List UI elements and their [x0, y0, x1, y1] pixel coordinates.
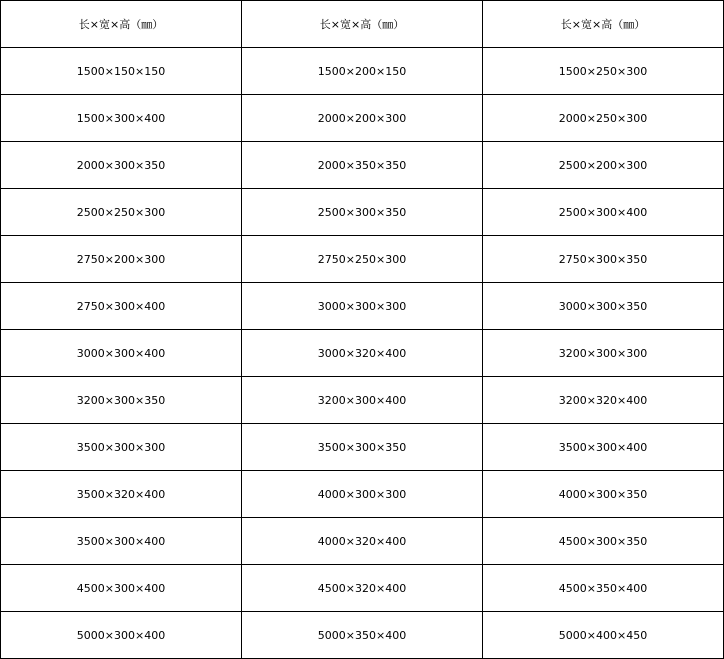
table-cell: 2500×300×350	[242, 189, 483, 236]
table-cell: 1500×300×400	[1, 95, 242, 142]
table-row	[1, 283, 724, 330]
table-row	[1, 95, 724, 142]
table-cell: 4500×300×400	[1, 565, 242, 612]
table-cell: 3200×300×350	[1, 377, 242, 424]
table-cell: 1500×250×300	[483, 48, 724, 95]
table-body	[1, 48, 724, 659]
column-header: 长×宽×高（㎜）	[1, 1, 242, 48]
table-row	[1, 48, 724, 95]
table-row	[1, 236, 724, 283]
table-row	[1, 424, 724, 471]
table-cell: 2750×300×350	[483, 236, 724, 283]
column-header: 长×宽×高（㎜）	[483, 1, 724, 48]
table-cell: 2750×250×300	[242, 236, 483, 283]
table-cell: 2750×200×300	[1, 236, 242, 283]
table-cell: 5000×350×400	[242, 612, 483, 659]
table-cell: 4500×320×400	[242, 565, 483, 612]
table-cell: 3000×320×400	[242, 330, 483, 377]
table-cell: 2500×250×300	[1, 189, 242, 236]
table-cell: 3200×300×400	[242, 377, 483, 424]
table-cell: 3000×300×300	[242, 283, 483, 330]
table-row	[1, 518, 724, 565]
table-cell: 2000×300×350	[1, 142, 242, 189]
table-cell: 5000×400×450	[483, 612, 724, 659]
column-header: 长×宽×高（㎜）	[242, 1, 483, 48]
table-cell: 2000×200×300	[242, 95, 483, 142]
table-cell: 2000×350×350	[242, 142, 483, 189]
table-header	[1, 1, 724, 48]
table-cell: 4500×350×400	[483, 565, 724, 612]
table-cell: 3200×300×300	[483, 330, 724, 377]
table-cell: 2750×300×400	[1, 283, 242, 330]
table-cell: 5000×300×400	[1, 612, 242, 659]
table-cell: 3500×300×400	[483, 424, 724, 471]
table-cell: 3200×320×400	[483, 377, 724, 424]
table-cell: 2000×250×300	[483, 95, 724, 142]
table-cell: 2500×300×400	[483, 189, 724, 236]
table-cell: 1500×200×150	[242, 48, 483, 95]
table-row	[1, 471, 724, 518]
table-row	[1, 330, 724, 377]
table-row	[1, 565, 724, 612]
table-cell: 4000×320×400	[242, 518, 483, 565]
table-cell: 3500×300×300	[1, 424, 242, 471]
header-row	[1, 1, 724, 48]
table-cell: 2500×200×300	[483, 142, 724, 189]
table-cell: 4000×300×350	[483, 471, 724, 518]
table-row	[1, 142, 724, 189]
table-cell: 3500×300×400	[1, 518, 242, 565]
table-cell: 4000×300×300	[242, 471, 483, 518]
table-cell: 3500×320×400	[1, 471, 242, 518]
table-cell: 1500×150×150	[1, 48, 242, 95]
table-cell: 4500×300×350	[483, 518, 724, 565]
table-cell: 3000×300×350	[483, 283, 724, 330]
table-row	[1, 189, 724, 236]
table-cell: 3500×300×350	[242, 424, 483, 471]
table-row	[1, 612, 724, 659]
table-row	[1, 377, 724, 424]
table-cell: 3000×300×400	[1, 330, 242, 377]
